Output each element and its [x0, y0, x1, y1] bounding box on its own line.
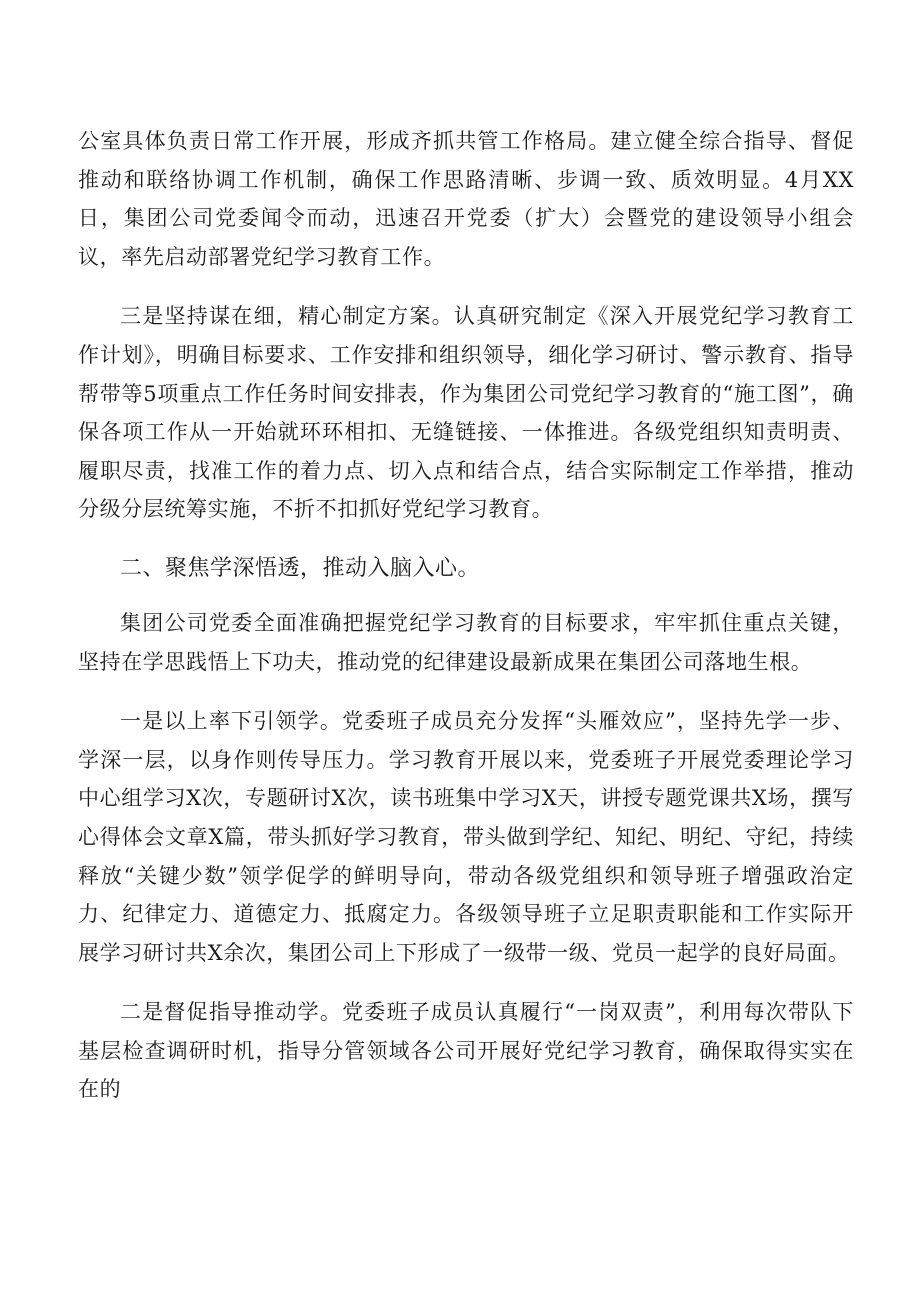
document-page — [78, 122, 854, 1109]
paragraph-point-one: 一是以上率下引领学。党委班子成员充分发挥“头雁效应”，坚持先学一步、学深一层，以身作则传导压力。学习教育开展以来，党委班子开展党委理论学习中心组学习X次，专题研讨X次，读书班集中学习X天，讲授专题党课共X场，撰写心得体会文章X篇，带头抓好学习教育，带头做到学纪、知纪、明纪、守纪，持续释放“关键少数”领学促学的鲜明导向，带动各级党组织和领导班子增强政治定力、纪律定力、道德定力、抵腐定力。各级领导班子立足职责职能和工作实际开展学习研讨共X余次，集团公司上下形成了一级带一级、党员一起学的良好局面。 — [78, 709, 854, 965]
paragraph-point-two: 二是督促指导推动学。党委班子成员认真履行“一岗双责”，利用每次带队下基层检查调研时机，指导分管领域各公司开展好党纪学习教育，确保取得实实在在的 — [78, 1000, 854, 1102]
section-heading-two: 二、聚焦学深悟透，推动入脑入心。 — [120, 555, 481, 581]
paragraph-section-intro: 集团公司党委全面准确把握党纪学习教育的目标要求，牢牢抓住重点关键，坚持在学思践悟上下功夫，推动党的纪律建设最新成果在集团公司落地生根。 — [78, 610, 854, 674]
paragraph-point-three: 三是坚持谋在细，精心制定方案。认真研究制定《深入开展党纪学习教育工作计划》，明确目标要求、工作安排和组织领导，细化学习研讨、警示教育、指导帮带等5项重点工作任务时间安排表，作为集团公司党纪学习教育的“施工图”，确保各项工作从一开始就环环相扣、无缝链接、一体推进。各级党组织知责明责、履职尽责，找准工作的着力点、切入点和结合点，结合实际制定工作举措，推动分级分层统筹实施，不折不扣抓好党纪学习教育。 — [78, 304, 854, 522]
paragraph-continuation: 公室具体负责日常工作开展，形成齐抓共管工作格局。建立健全综合指导、督促推动和联络协调工作机制，确保工作思路清晰、步调一致、质效明显。4月XX日，集团公司党委闻令而动，迅速召开党委（扩大）会暨党的建设领导小组会议，率先启动部署党纪学习教育工作。 — [78, 129, 854, 269]
